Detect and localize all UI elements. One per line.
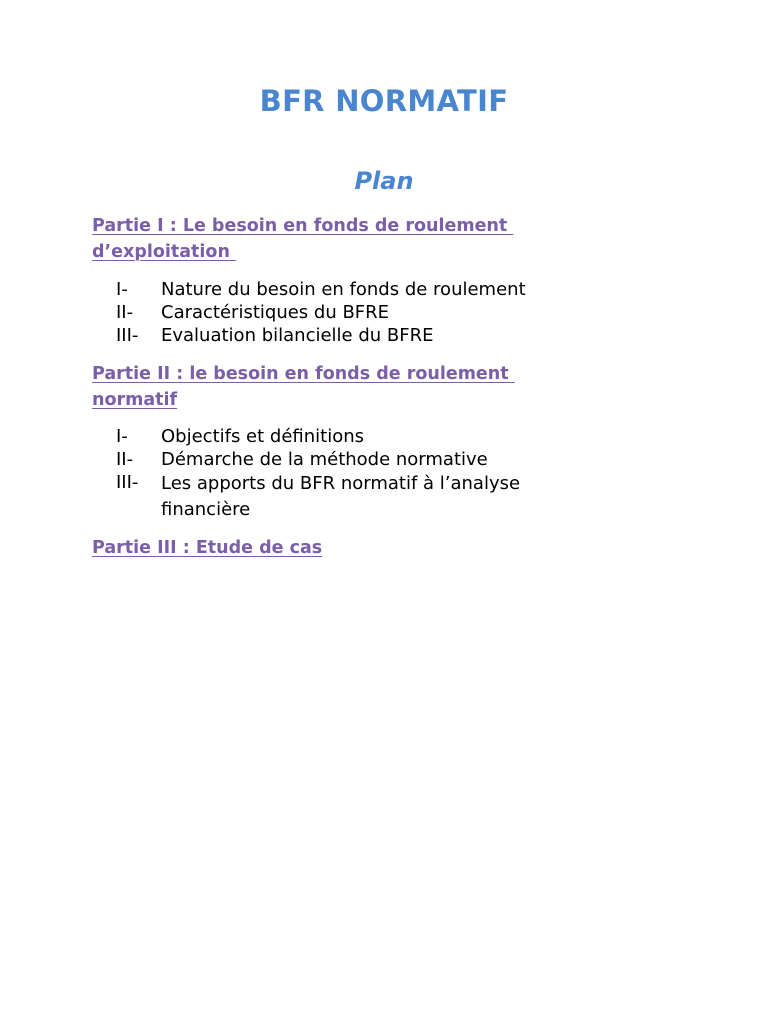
part-2-list [0, 425, 768, 520]
list-item-text: Evaluation bilancielle du BFRE [161, 325, 434, 346]
list-item [0, 324, 768, 347]
list-item-text: Caractéristiques du BFRE [161, 302, 390, 323]
list-item-number: II- [116, 302, 134, 323]
list-item [0, 471, 768, 520]
part-1-heading-line2: d’exploitation [92, 242, 236, 262]
list-item [0, 301, 768, 324]
list-item-number: III- [116, 325, 139, 346]
part-2-heading [92, 361, 612, 413]
list-item-text: Nature du besoin en fonds de roulement [161, 279, 526, 300]
list-item [0, 425, 768, 448]
list-item-text: Objectifs et définitions [161, 426, 365, 447]
list-item-number: II- [116, 449, 134, 470]
list-item-text: Démarche de la méthode normative [161, 449, 488, 470]
list-item-number: III- [116, 472, 139, 493]
part-2-heading-line2: normatif [92, 390, 178, 410]
list-item [0, 448, 768, 471]
part-1-list [0, 278, 768, 347]
list-item-number: I- [116, 279, 128, 300]
plan-heading: Plan [354, 167, 414, 195]
part-1-heading-line1: Partie I : Le besoin en fonds de roulement [92, 216, 514, 236]
document-title: BFR NORMATIF [259, 84, 509, 118]
list-item [0, 278, 768, 301]
part-1-heading [92, 213, 612, 265]
part-2-heading-line1: Partie II : le besoin en fonds de roulement [92, 364, 515, 384]
list-item-number: I- [116, 426, 128, 447]
list-item-text: Les apports du BFR normatif à l’analyse financière [161, 473, 521, 520]
part-3-heading: Partie III : Etude de cas [92, 538, 323, 558]
